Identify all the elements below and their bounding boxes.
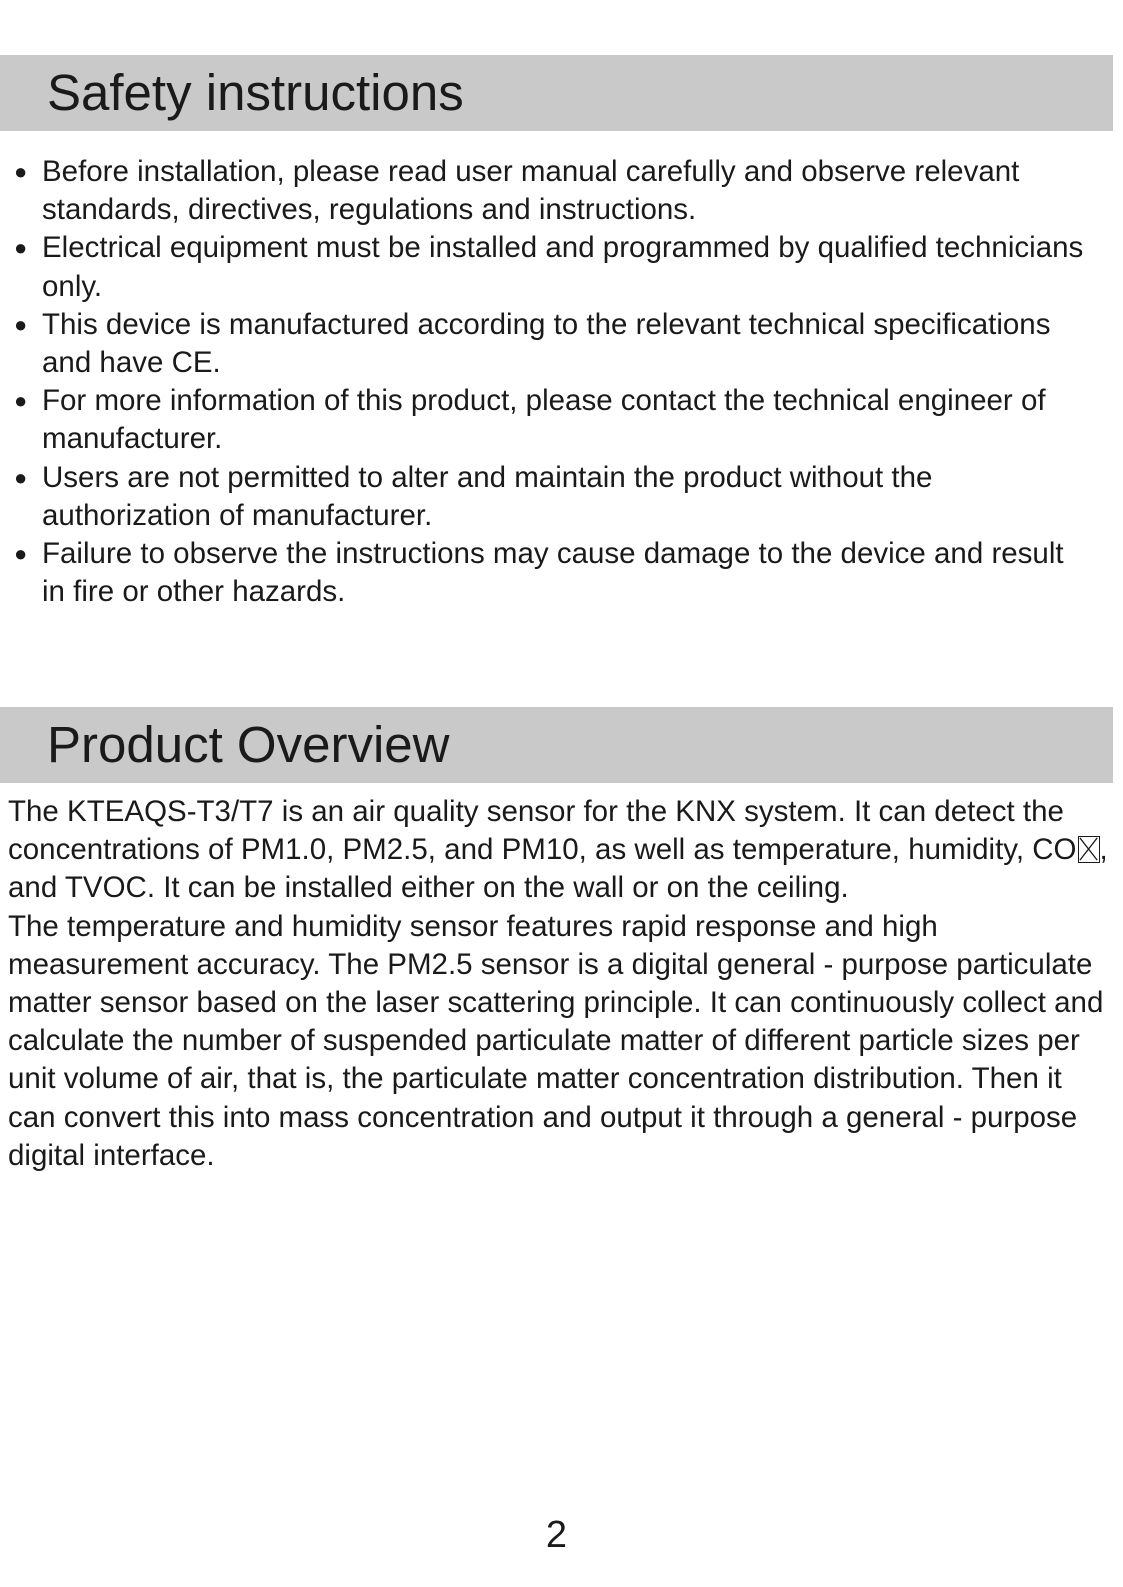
- missing-glyph-icon: [1078, 836, 1100, 863]
- safety-section-title: Safety instructions: [47, 64, 464, 121]
- list-item: [14, 459, 1094, 535]
- bullet-icon: ●: [14, 541, 28, 567]
- list-item-text: This device is manufactured according to the relevant technical specifications and have CE.: [42, 307, 1051, 380]
- safety-instructions-list: [14, 153, 1094, 611]
- list-item-text: Before installation, please read user manual carefully and observe relevant standards, directives, regulations and instructions.: [42, 155, 1020, 227]
- bullet-icon: ●: [14, 311, 28, 337]
- list-item: [14, 306, 1094, 382]
- list-item-text: Electrical equipment must be installed and programmed by qualified technicians only.: [42, 231, 1084, 303]
- safety-section-header: [0, 55, 1113, 131]
- bullet-icon: ●: [14, 235, 28, 261]
- list-item-text: For more information of this product, please contact the technical engineer of manufacturer.: [42, 384, 1046, 456]
- list-item: [14, 382, 1094, 458]
- list-item-text: Users are not permitted to alter and maintain the product without the authorization of manufacturer.: [42, 460, 933, 532]
- bullet-icon: ●: [14, 388, 28, 414]
- overview-section-title: Product Overview: [47, 716, 450, 773]
- bullet-icon: ●: [14, 159, 28, 184]
- list-item-text: Failure to observe the instructions may cause damage to the device and result in fire or other hazards.: [42, 537, 1064, 609]
- overview-body: [8, 793, 1108, 1175]
- list-item: [14, 153, 1094, 229]
- page-number: 2: [545, 1514, 568, 1556]
- overview-paragraph-1-part-b: , and TVOC. It can be installed either on the wall or on the ceiling.: [8, 833, 1108, 905]
- list-item: [14, 535, 1094, 611]
- overview-paragraph-1: [8, 793, 1108, 908]
- overview-section-header: [0, 707, 1113, 783]
- overview-paragraph-2: The temperature and humidity sensor features rapid response and high measurement accuracy. The PM2.5 sensor is a digital general - purpose particulate matter sensor based on the laser scattering principle. It can continuously collect and calculate the number of suspended particulate matter of different particle sizes per unit volume of air, that is, the particulate matter concentration distribution. Then it can convert this into mass concentration and output it through a general - purpose digital interface.: [8, 909, 1104, 1172]
- overview-paragraph-1-part-a: The KTEAQS-T3/T7 is an air quality sensor for the KNX system. It can detect the concentrations of PM1.0, PM2.5, and PM10, as well as temperature, humidity, CO: [8, 795, 1077, 867]
- bullet-icon: ●: [14, 464, 28, 490]
- list-item: [14, 229, 1094, 305]
